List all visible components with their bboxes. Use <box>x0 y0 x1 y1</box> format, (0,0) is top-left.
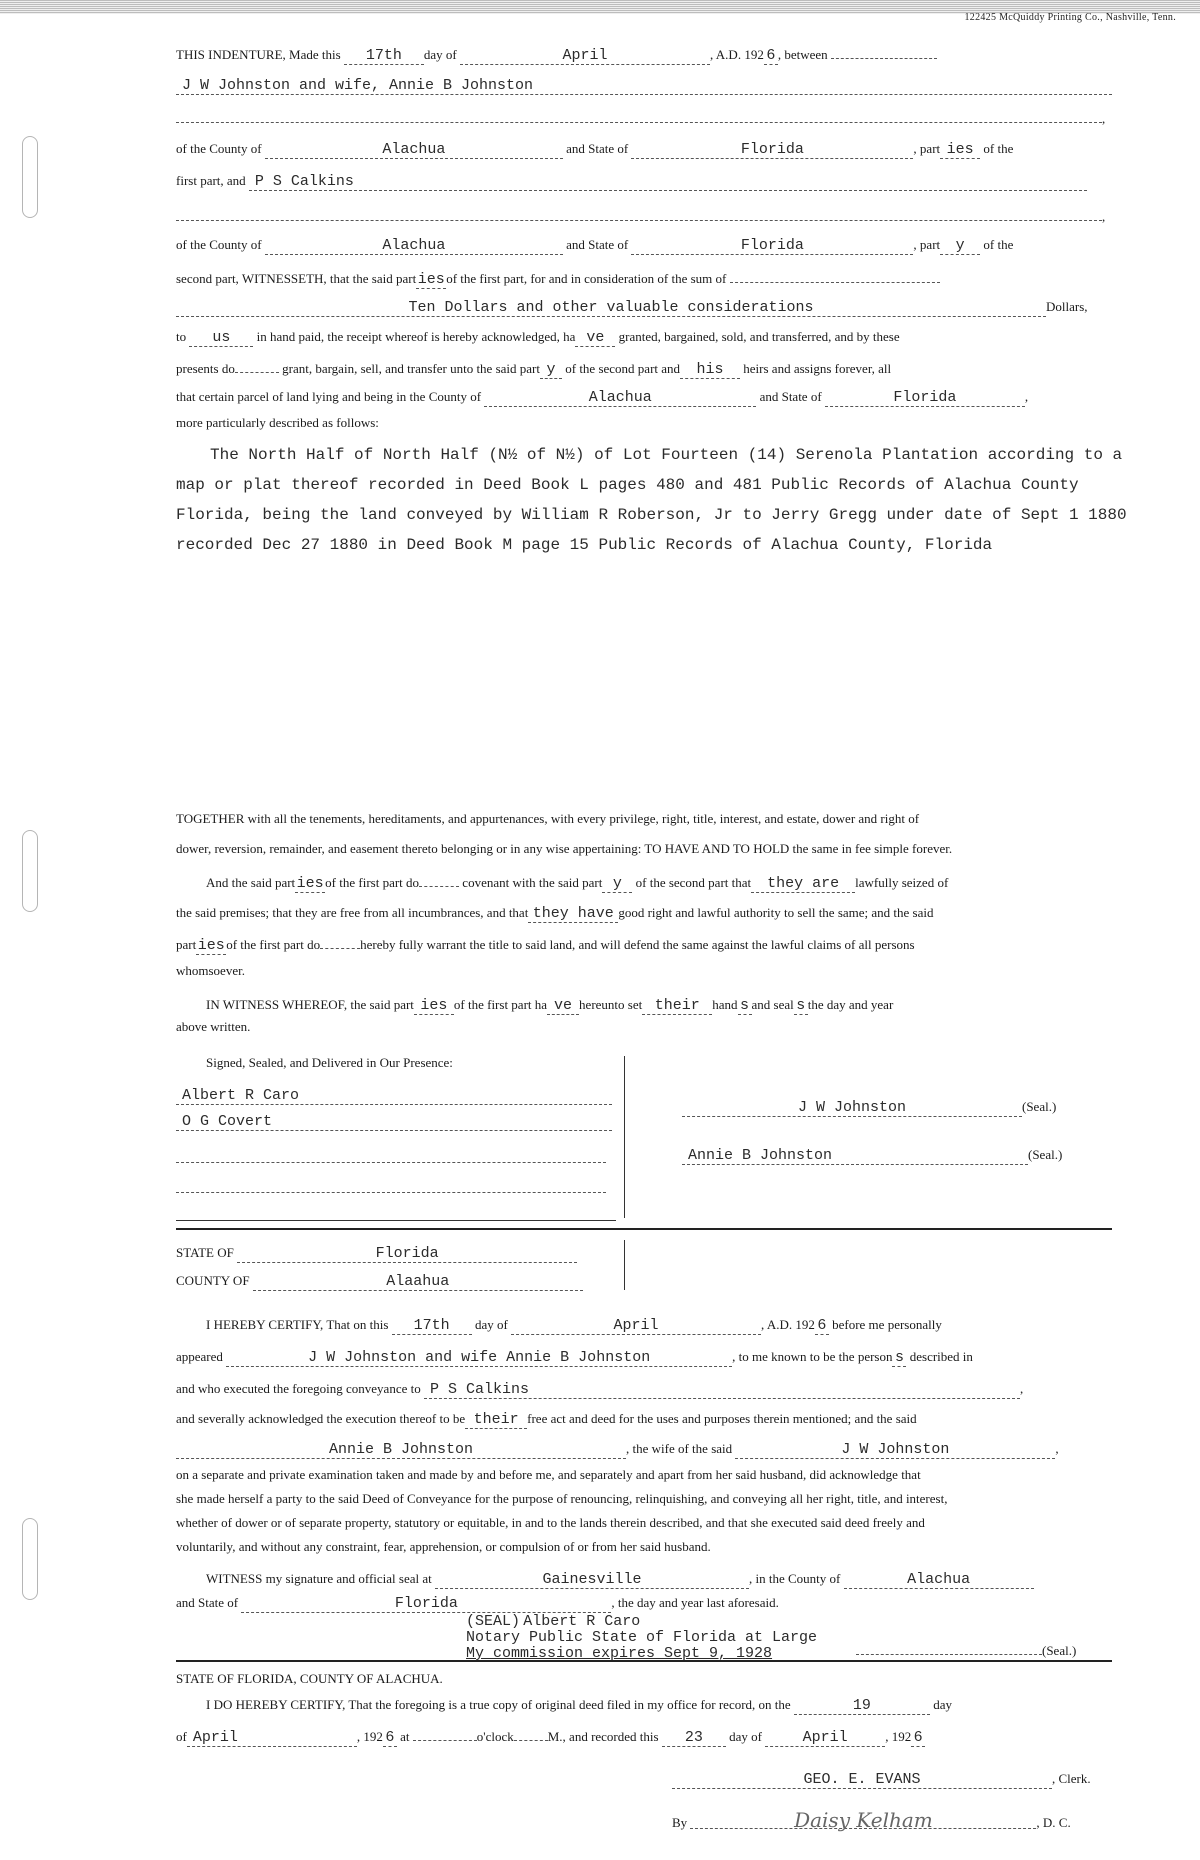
above-written: above written. <box>176 1019 251 1034</box>
blank-line <box>176 108 1102 123</box>
ack-paragraph-2: she made herself a party to the said Deed of Conveyance for the purpose of renouncing, relinquishing, and conveying all her right, title, and interest, <box>176 1491 948 1506</box>
ack-state-of-line: and State of Florida , the day and year last aforesaid. <box>176 1595 779 1612</box>
witness-blank-line <box>176 1176 606 1193</box>
consideration-amount: Ten Dollars and other valuable considerations <box>176 300 1046 317</box>
second-party-line: first part, and P S Calkins <box>176 172 1112 191</box>
whomsoever: whomsoever. <box>176 963 245 978</box>
witnesseth-line: second part, WITNESSETH, that the said parties of the first part, for and in consideration of the sum of <box>176 268 1112 289</box>
ack-paragraph-3: whether of dower or of separate property, statutory or equitable, in and to the lands therein described, and that she executed said deed freely and <box>176 1515 925 1530</box>
ack-wife-line: Annie B Johnston , the wife of the said J W Johnston , <box>176 1440 1112 1459</box>
deputy-signature: Daisy Kelham <box>690 1812 1036 1829</box>
paid-line: to us in hand paid, the receipt whereof is hereby acknowledged, ha ve granted, bargained, sold, and transferred, and by these <box>176 329 900 346</box>
witness-blank-line <box>176 1146 606 1163</box>
notary-seal-label: (Seal.) <box>856 1640 1112 1660</box>
indenture-month: April <box>460 48 710 65</box>
grantor-1-signature: J W Johnston (Seal.) <box>682 1098 1112 1117</box>
signed-sealed-label: Signed, Sealed, and Delivered in Our Presence: <box>206 1055 453 1070</box>
second-party-county-line: of the County of Alachua and State of Florida , part y of the <box>176 237 1014 254</box>
deputy-clerk-line: By Daisy Kelham , D. C. <box>672 1808 1071 1832</box>
recording-certify-line: I DO HEREBY CERTIFY, That the foregoing is a true copy of original deed filed in my office for record, on the 19 day <box>206 1697 952 1714</box>
second-party-name: P S Calkins <box>249 174 1087 191</box>
blank-line <box>176 206 1102 221</box>
warrant-line: parties of the first part do hereby fully warrant the title to said land, and will defend the same against the lawful claims of all persons <box>176 934 1112 955</box>
covenant-line: And the said parties of the first part do covenant with the said part y of the second part that they are lawfully seized of <box>176 872 1142 893</box>
indenture-day: 17th <box>344 48 424 65</box>
witness-2: O G Covert <box>176 1112 1112 1131</box>
ack-state-line: STATE OF Florida <box>176 1244 1112 1263</box>
notary-commission: My commission expires Sept 9, 1928 <box>466 1645 773 1662</box>
in-witness-line: IN WITNESS WHEREOF, the said part ies of the first part ha ve hereunto set their hand s and seal s the day and year <box>206 997 894 1014</box>
first-party-county-line: of the County of Alachua and State of Florida , part ies of the <box>176 141 1014 158</box>
first-party-state: Florida <box>631 142 913 159</box>
first-party-names-line <box>176 76 1112 95</box>
together-line-2: dower, reversion, remainder, and easement thereto belonging or in any wise appertaining: TO HAVE AND TO HOLD the same in fee simple forever. <box>176 841 953 856</box>
clerk-line: GEO. E. EVANS , Clerk. <box>672 1770 1112 1789</box>
first-party-names: J W Johnston and wife, Annie B Johnston <box>176 78 1112 95</box>
ack-witness-line: WITNESS my signature and official seal at Gainesville , in the County of Alachua <box>176 1570 1142 1589</box>
described-label: more particularly described as follows: <box>176 415 379 430</box>
premises-line: the said premises; that they are free from all incumbrances, and that they have good right and lawful authority to sell the same; and the said <box>176 905 934 922</box>
binder-hole-mark <box>22 136 38 218</box>
indenture-line: THIS INDENTURE, Made this 17th day of April , A.D. 192 6 , between <box>176 44 1112 65</box>
section-rule <box>176 1660 1112 1662</box>
presents-line: presents do grant, bargain, sell, and transfer unto the said part y of the second part and his heirs and assigns forever, all <box>176 358 1112 379</box>
recording-header: STATE OF FLORIDA, COUNTY OF ALACHUA. <box>176 1671 443 1686</box>
section-rule <box>176 1228 1112 1230</box>
second-party-county: Alachua <box>265 238 563 255</box>
notary-seal-stamp: (SEAL) Albert R Caro <box>466 1613 641 1630</box>
printer-imprint: 122425 McQuiddy Printing Co., Nashville, Tenn. <box>964 12 1176 23</box>
ack-paragraph-1: on a separate and private examination taken and made by and before me, and separately and apart from her said husband, did acknowledge that <box>176 1467 921 1482</box>
ack-severally-line: and severally acknowledged the execution thereof to be their free act and deed for the uses and purposes therein mentioned; and the said <box>176 1411 917 1428</box>
ack-appeared-line: appeared J W Johnston and wife Annie B Johnston , to me known to be the person s described in <box>176 1349 973 1366</box>
parcel-line: that certain parcel of land lying and being in the County of Alachua and State of Florida , <box>176 389 1029 406</box>
binder-hole-mark <box>22 1518 38 1600</box>
notary-title: Notary Public State of Florida at Large <box>466 1629 818 1646</box>
grantor-2-signature: Annie B Johnston (Seal.) <box>682 1146 1112 1165</box>
witness-1: Albert R Caro <box>176 1086 1112 1105</box>
recording-date-line: of April , 192 6 at o'clock M., and recorded this 23 day of April , 192 6 <box>176 1726 1112 1747</box>
ack-executed-line: and who executed the foregoing conveyance to P S Calkins , <box>176 1381 1024 1398</box>
together-line-1: TOGETHER with all the tenements, hereditaments, and appurtenances, with every privilege, right, title, interest, and estate, dower and right of <box>176 811 920 826</box>
first-party-county: Alachua <box>265 142 563 159</box>
ack-certify-line: I HEREBY CERTIFY, That on this 17th day of April , A.D. 192 6 before me personally <box>206 1317 942 1334</box>
parcel-county: Alachua <box>484 390 756 407</box>
consideration-line: Ten Dollars and other valuable considerations Dollars, <box>176 298 1112 317</box>
witness-block-rule <box>176 1220 616 1221</box>
binder-hole-mark <box>22 830 38 912</box>
indenture-year: 6 <box>764 48 778 65</box>
signature-brace <box>624 1056 625 1218</box>
parcel-state: Florida <box>825 390 1025 407</box>
legal-description: The North Half of North Half (N½ of N½) of Lot Fourteen (14) Serenola Plantation according to a map or plat thereof recorded in Deed Book L pages 480 and 481 Public Records of Alachua County Florida, being the land conveyed by William R Roberson, Jr to Jerry Gregg under date of Sept 1 1880 recorded Dec 27 1880 in Deed Book M page 15 Public Records of Alachua County, Florida <box>176 446 1127 554</box>
second-party-state: Florida <box>631 238 913 255</box>
ack-county-line: COUNTY OF Alaahua <box>176 1272 1112 1291</box>
ack-paragraph-4: voluntarily, and without any constraint, fear, apprehension, or compulsion of or from her said husband. <box>176 1539 711 1554</box>
